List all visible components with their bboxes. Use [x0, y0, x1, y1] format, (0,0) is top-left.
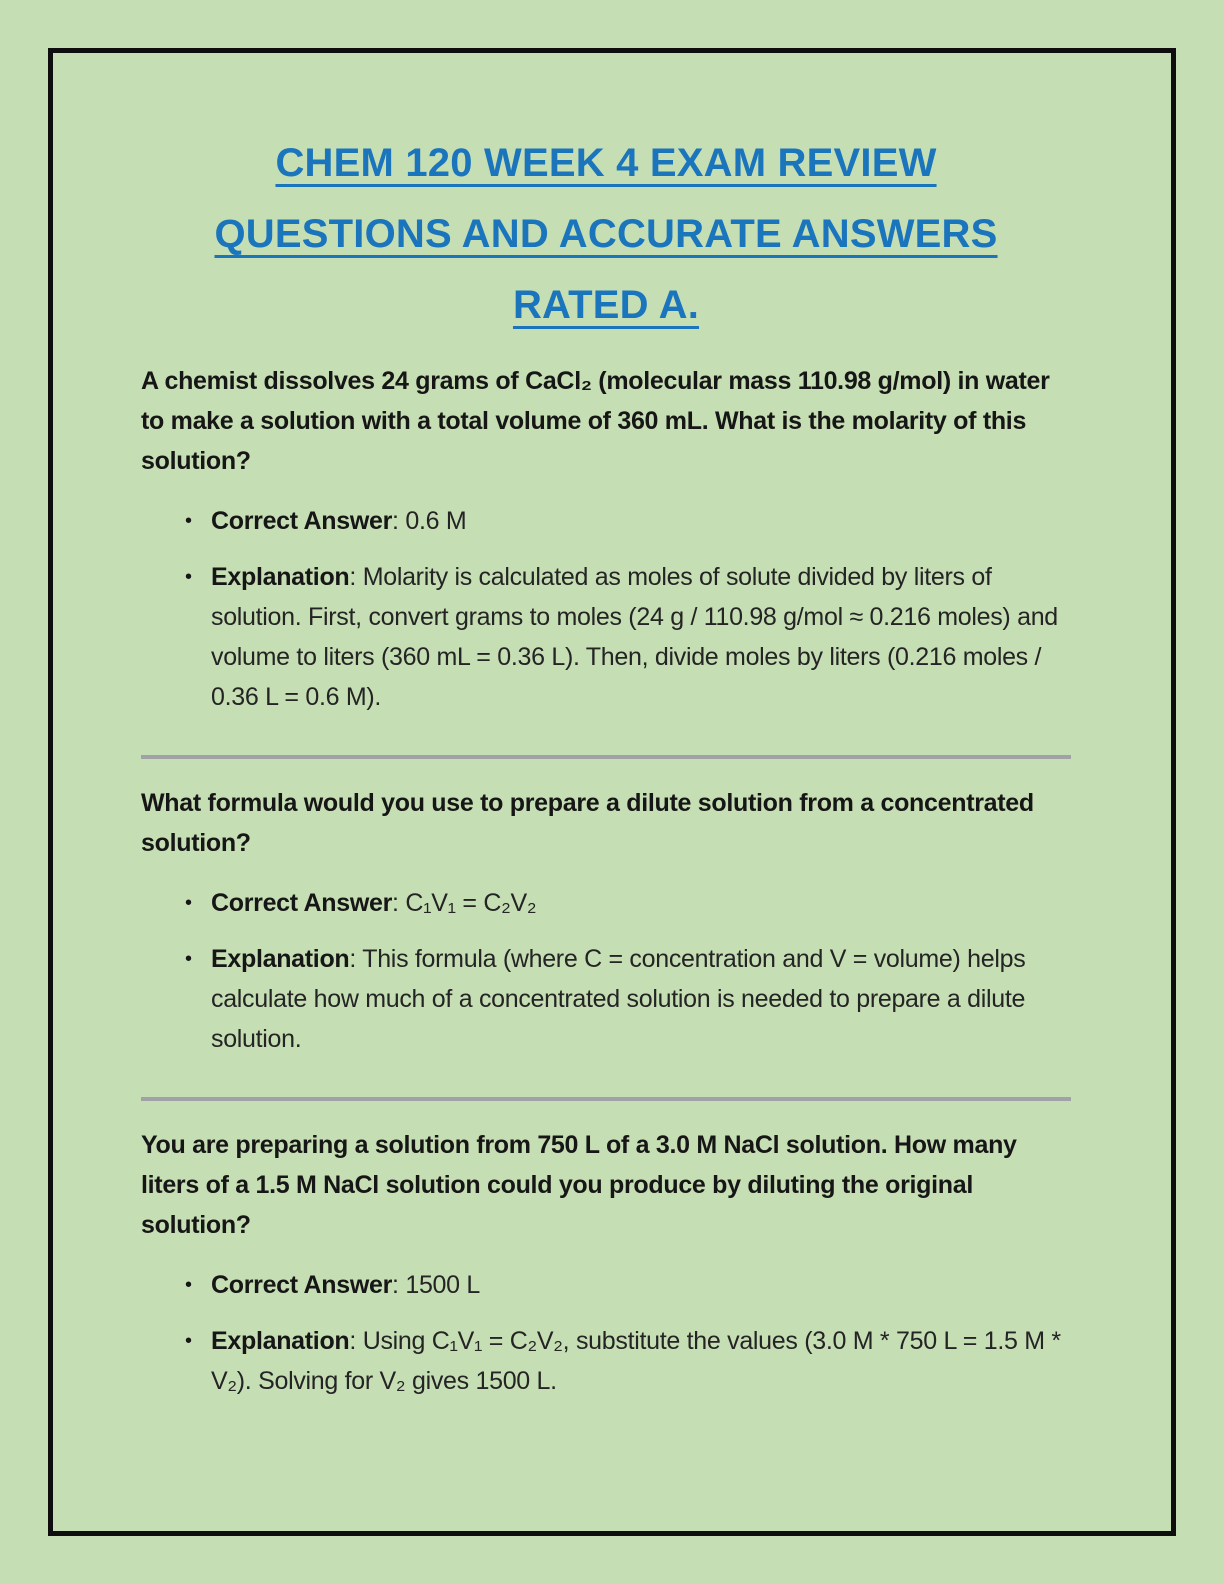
qa-section-3: [141, 1125, 1071, 1401]
answer-label: Correct Answer: [211, 507, 393, 535]
bullet-icon: •: [185, 948, 193, 970]
document-title: [141, 128, 1071, 341]
label-separator: :: [392, 507, 406, 535]
page-border-frame: [48, 48, 1176, 1536]
explanation-line: [211, 1321, 1071, 1401]
question-text: A chemist dissolves 24 grams of CaCl₂ (molecular mass 110.98 g/mol) in water to make a solution with a total volume of 360 mL. What is the molarity of this solution?: [141, 367, 1050, 475]
title-line-2: QUESTIONS AND ACCURATE ANSWERS: [214, 212, 998, 256]
question-text: What formula would you use to prepare a dilute solution from a concentrated solution?: [141, 789, 1034, 857]
list-item-correct-answer: [141, 501, 1071, 541]
label-separator: :: [392, 889, 406, 917]
title-line-3: RATED A.: [512, 283, 700, 327]
bullet-icon: •: [185, 566, 193, 588]
list-item-explanation: [141, 939, 1071, 1059]
qa-section-2: [141, 783, 1071, 1059]
label-separator: :: [349, 945, 363, 973]
explanation-value: Using C₁V₁ = C₂V₂, substitute the values (3.0 M * 750 L = 1.5 M * V₂). Solving for V₂ gives 1500 L.: [211, 1327, 1061, 1395]
list-item-correct-answer: [141, 883, 1071, 923]
answer-value: 0.6 M: [405, 507, 467, 535]
answer-line: [211, 883, 1071, 923]
answer-label: Correct Answer: [211, 889, 393, 917]
explanation-value: This formula (where C = concentration and V = volume) helps calculate how much of a concentrated solution is needed to prepare a dilute solution.: [211, 945, 1026, 1053]
bullet-icon: •: [185, 892, 193, 914]
answer-list: [141, 883, 1071, 1059]
section-divider: [141, 755, 1071, 759]
explanation-value: Molarity is calculated as moles of solute divided by liters of solution. First, convert grams to moles (24 g / 110.98 g/mol ≈ 0.216 moles) and volume to liters (360 mL = 0.36 L). Then, divide moles by liters (0.216 moles / 0.36 L = 0.6 M).: [211, 563, 1058, 711]
section-divider: [141, 1097, 1071, 1101]
bullet-icon: •: [185, 510, 193, 532]
label-separator: :: [349, 1327, 363, 1355]
qa-section-1: [141, 361, 1071, 717]
answer-line: [211, 1265, 1071, 1305]
list-item-explanation: [141, 1321, 1071, 1401]
title-line-1: CHEM 120 WEEK 4 EXAM REVIEW: [275, 141, 937, 185]
answer-label: Correct Answer: [211, 1271, 393, 1299]
list-item-correct-answer: [141, 1265, 1071, 1305]
explanation-label: Explanation: [211, 563, 350, 591]
bullet-icon: •: [185, 1274, 193, 1296]
list-item-explanation: [141, 557, 1071, 717]
explanation-label: Explanation: [211, 1327, 350, 1355]
answer-value: 1500 L: [405, 1271, 481, 1299]
explanation-line: [211, 939, 1071, 1059]
answer-list: [141, 1265, 1071, 1401]
explanation-line: [211, 557, 1071, 717]
answer-list: [141, 501, 1071, 717]
bullet-icon: •: [185, 1330, 193, 1352]
label-separator: :: [392, 1271, 406, 1299]
label-separator: :: [349, 563, 363, 591]
answer-line: [211, 501, 1071, 541]
explanation-label: Explanation: [211, 945, 350, 973]
question-text: You are preparing a solution from 750 L of a 3.0 M NaCl solution. How many liters of a 1.5 M NaCl solution could you produce by diluting the original solution?: [141, 1131, 1017, 1239]
answer-value: C₁V₁ = C₂V₂: [405, 889, 537, 917]
